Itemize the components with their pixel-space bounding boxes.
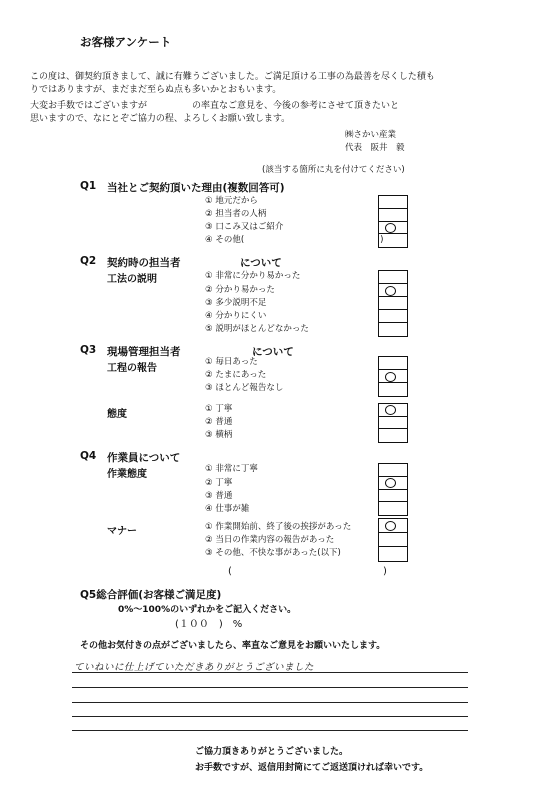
intro-line: この度は、御契約頂きまして、誠に有難うございました。ご満足頂ける工事の為最善を尽くした積も bbox=[30, 72, 435, 82]
answer-cell[interactable] bbox=[379, 297, 407, 310]
q1-title: 当社とご契約頂いた理由(複数回答可) bbox=[107, 182, 285, 194]
q4-subtitle: 作業態度 bbox=[107, 469, 147, 480]
comment-line[interactable] bbox=[72, 672, 468, 673]
answer-cell[interactable] bbox=[379, 196, 407, 209]
q4-manners-answer-box[interactable] bbox=[378, 518, 408, 562]
other-open-paren: ( bbox=[228, 566, 232, 577]
q3-option: ① 毎日あった bbox=[205, 357, 258, 367]
q3-number: Q3 bbox=[80, 344, 97, 356]
q1-option: ④ その他( ) bbox=[205, 235, 384, 245]
q5-instruction: 0%〜100%のいずれかをご記入ください。 bbox=[118, 605, 297, 615]
answer-cell[interactable] bbox=[379, 323, 407, 336]
q5-answer[interactable]: (１００ ) % bbox=[175, 619, 243, 630]
q3-answer-box[interactable] bbox=[378, 356, 408, 397]
answer-cell[interactable] bbox=[379, 417, 407, 430]
answer-instruction: (該当する箇所に丸を付けてください) bbox=[262, 165, 405, 175]
q3-option: ③ ほとんど報告なし bbox=[205, 383, 284, 393]
q4-manners-option: ② 当日の作業内容の報告があった bbox=[205, 535, 335, 545]
answer-cell[interactable] bbox=[379, 464, 407, 477]
q4-option: ① 非常に丁寧 bbox=[205, 464, 258, 474]
answer-cell[interactable] bbox=[379, 533, 407, 547]
q4-subtitle-manners: マナー bbox=[107, 526, 137, 537]
q4-number: Q4 bbox=[80, 450, 97, 462]
q4-manners-option: ③ その他、不快な事があった(以下) bbox=[205, 548, 341, 558]
q4-option: ④ 仕事が雑 bbox=[205, 504, 250, 514]
answer-cell[interactable] bbox=[379, 490, 407, 503]
q2-title-suffix: について bbox=[240, 257, 282, 269]
company-name: ㈱さかい産業 bbox=[345, 130, 397, 140]
q2-title: 契約時の担当者 bbox=[107, 257, 181, 269]
q1-number: Q1 bbox=[80, 180, 97, 192]
page-title: お客様アンケート bbox=[80, 35, 172, 49]
q2-answer-box[interactable] bbox=[378, 270, 408, 337]
circle-mark bbox=[385, 521, 396, 531]
comments-prompt: その他お気付きの点がございましたら、率直なご意見をお願いいたします。 bbox=[80, 641, 386, 651]
comment-line[interactable] bbox=[72, 716, 468, 717]
circle-mark bbox=[385, 478, 396, 488]
q2-subtitle: 工法の説明 bbox=[107, 274, 157, 285]
answer-cell[interactable] bbox=[379, 477, 407, 490]
q1-option: ① 地元だから bbox=[205, 196, 258, 206]
q3-subtitle: 工程の報告 bbox=[107, 363, 157, 374]
answer-cell[interactable] bbox=[379, 429, 407, 442]
q3-attitude-answer-box[interactable] bbox=[378, 403, 408, 443]
q3-attitude-option: ② 普通 bbox=[205, 417, 233, 427]
q4-option: ② 丁寧 bbox=[205, 478, 233, 488]
other-close-paren: ) bbox=[383, 566, 387, 577]
q5-title: Q5総合評価(お客様ご満足度) bbox=[80, 589, 222, 601]
answer-cell[interactable] bbox=[379, 519, 407, 533]
q4-answer-box[interactable] bbox=[378, 463, 408, 516]
q2-option: ⑤ 説明がほとんどなかった bbox=[205, 324, 309, 334]
representative-name: 代表 阪井 毅 bbox=[345, 143, 405, 153]
circle-mark bbox=[385, 223, 396, 233]
handwritten-comment: ていねいに仕上げていただきありがとうございました bbox=[74, 662, 315, 673]
answer-cell[interactable] bbox=[379, 547, 407, 561]
answer-cell[interactable] bbox=[379, 310, 407, 323]
answer-cell[interactable] bbox=[379, 383, 407, 396]
q2-number: Q2 bbox=[80, 255, 97, 267]
comment-line[interactable] bbox=[72, 687, 468, 688]
q3-attitude-option: ③ 横柄 bbox=[205, 430, 233, 440]
footer-request: お手数ですが、返信用封筒にてご返送頂ければ幸いです。 bbox=[195, 763, 429, 773]
q2-option: ② 分かり易かった bbox=[205, 285, 275, 295]
q2-option: ③ 多少説明不足 bbox=[205, 298, 267, 308]
answer-cell[interactable] bbox=[379, 271, 407, 284]
answer-cell[interactable] bbox=[379, 357, 407, 370]
q3-subtitle-attitude: 態度 bbox=[107, 409, 127, 420]
q3-option: ② たまにあった bbox=[205, 370, 267, 380]
q4-manners-option: ① 作業開始前、終了後の挨拶があった bbox=[205, 522, 352, 532]
q3-attitude-option: ① 丁寧 bbox=[205, 404, 233, 414]
answer-cell[interactable] bbox=[379, 370, 407, 383]
q3-title: 現場管理担当者 bbox=[107, 346, 181, 358]
q2-option: ① 非常に分かり易かった bbox=[205, 271, 301, 281]
footer-thanks: ご協力頂きありがとうございました。 bbox=[195, 747, 349, 757]
answer-cell[interactable] bbox=[379, 209, 407, 222]
intro-line: りではありますが、まだまだ至らぬ点も多いかとおもいます。 bbox=[30, 85, 282, 95]
q1-option: ③ 口こみ又はご紹介 bbox=[205, 222, 284, 232]
q2-option: ④ 分かりにくい bbox=[205, 311, 267, 321]
intro-line: 大変お手数ではございますが の率直なご意見を、今後の参考にさせて頂きたいと bbox=[30, 101, 400, 111]
comment-line[interactable] bbox=[72, 702, 468, 703]
q1-answer-box[interactable] bbox=[378, 195, 408, 248]
answer-cell[interactable] bbox=[379, 222, 407, 235]
answer-cell[interactable] bbox=[379, 284, 407, 297]
q4-title: 作業員について bbox=[107, 452, 181, 464]
q3-title-suffix: について bbox=[252, 346, 294, 358]
comment-line[interactable] bbox=[72, 730, 468, 731]
q1-option: ② 担当者の人柄 bbox=[205, 209, 267, 219]
intro-line: 思いますので、なにとぞご協力の程、よろしくお願い致します。 bbox=[30, 114, 291, 124]
answer-cell[interactable] bbox=[379, 234, 407, 247]
circle-mark bbox=[385, 286, 396, 296]
circle-mark bbox=[385, 372, 396, 382]
answer-cell[interactable] bbox=[379, 502, 407, 515]
circle-mark bbox=[385, 405, 396, 415]
answer-cell[interactable] bbox=[379, 404, 407, 417]
q4-option: ③ 普通 bbox=[205, 491, 233, 501]
